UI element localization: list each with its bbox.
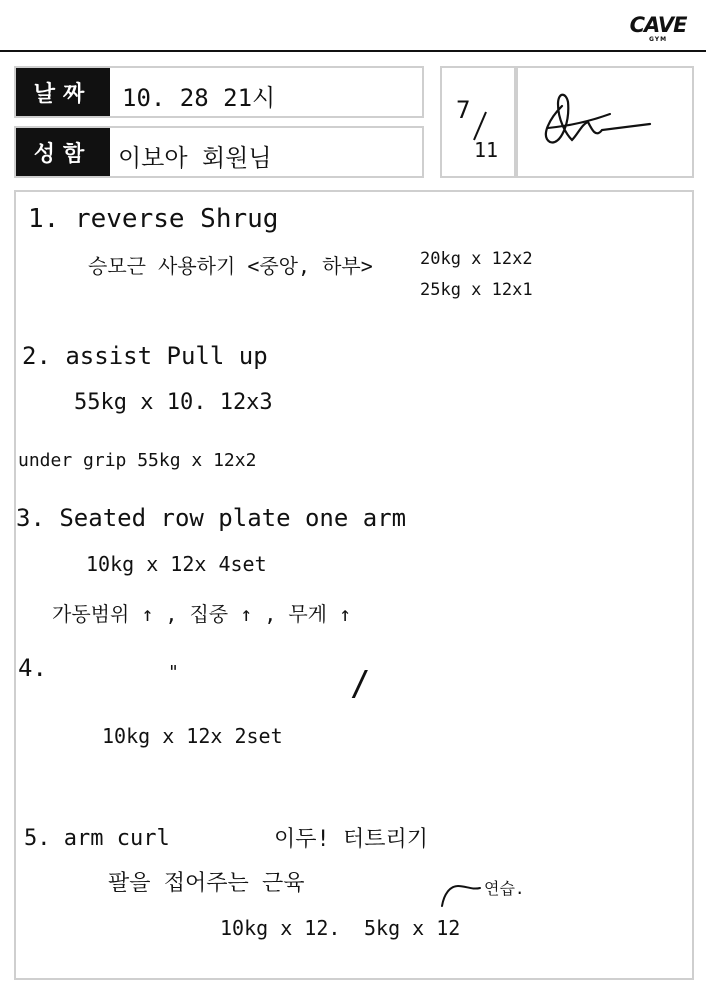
exercise-1-set-2: 25kg x 12x1 [420, 280, 533, 300]
cave-gym-logo [628, 14, 688, 48]
exercise-1-note: 승모근 사용하기 <중앙, 하부> [88, 254, 373, 278]
exercise-5-note-1: 이두! 터트리기 [274, 827, 429, 852]
session-current: 7 [456, 96, 471, 124]
exercise-5-arrow [436, 876, 488, 910]
exercise-5-set-2: 5kg x 12 [364, 916, 461, 940]
exercise-1-set-1: 20kg x 12x2 [420, 249, 533, 269]
exercise-5-set-1: 10kg x 12. [220, 916, 341, 940]
name-label: 성함 [16, 128, 110, 176]
exercise-4-ditto-mark: " [168, 662, 179, 683]
session-total: 11 [474, 138, 499, 162]
exercise-4-set: 10kg x 12x 2set [102, 724, 283, 748]
exercise-5-title: 5. arm curl [24, 826, 170, 851]
logo-main-text: CAVE [629, 13, 687, 37]
name-value: 이보아 회원님 [118, 144, 272, 172]
exercise-4-slash-mark: / [350, 664, 371, 704]
exercise-5-note-2: 팔을 접어주는 근육 [108, 871, 305, 896]
exercise-2-set-2: under grip 55kg x 12x2 [18, 450, 257, 471]
logo-sub-text: GYM [648, 36, 668, 43]
exercise-3-note: 가동범위 ↑ , 집중 ↑ , 무게 ↑ [52, 602, 352, 626]
exercise-5-note-3: 연습. [484, 879, 525, 898]
exercise-3-title: 3. Seated row plate one arm [16, 504, 407, 532]
exercise-2-title: 2. assist Pull up [22, 342, 268, 370]
signature-mark [528, 84, 678, 162]
workout-notes-box [14, 190, 694, 980]
date-label: 날짜 [16, 68, 110, 116]
exercise-1-title: 1. reverse Shrug [28, 204, 279, 234]
date-value: 10. 28 21시 [122, 84, 276, 112]
exercise-2-set-1: 55kg x 10. 12x3 [74, 390, 273, 415]
exercise-3-set: 10kg x 12x 4set [86, 552, 267, 576]
header-rule [0, 50, 706, 52]
exercise-4-title: 4. [18, 654, 47, 682]
